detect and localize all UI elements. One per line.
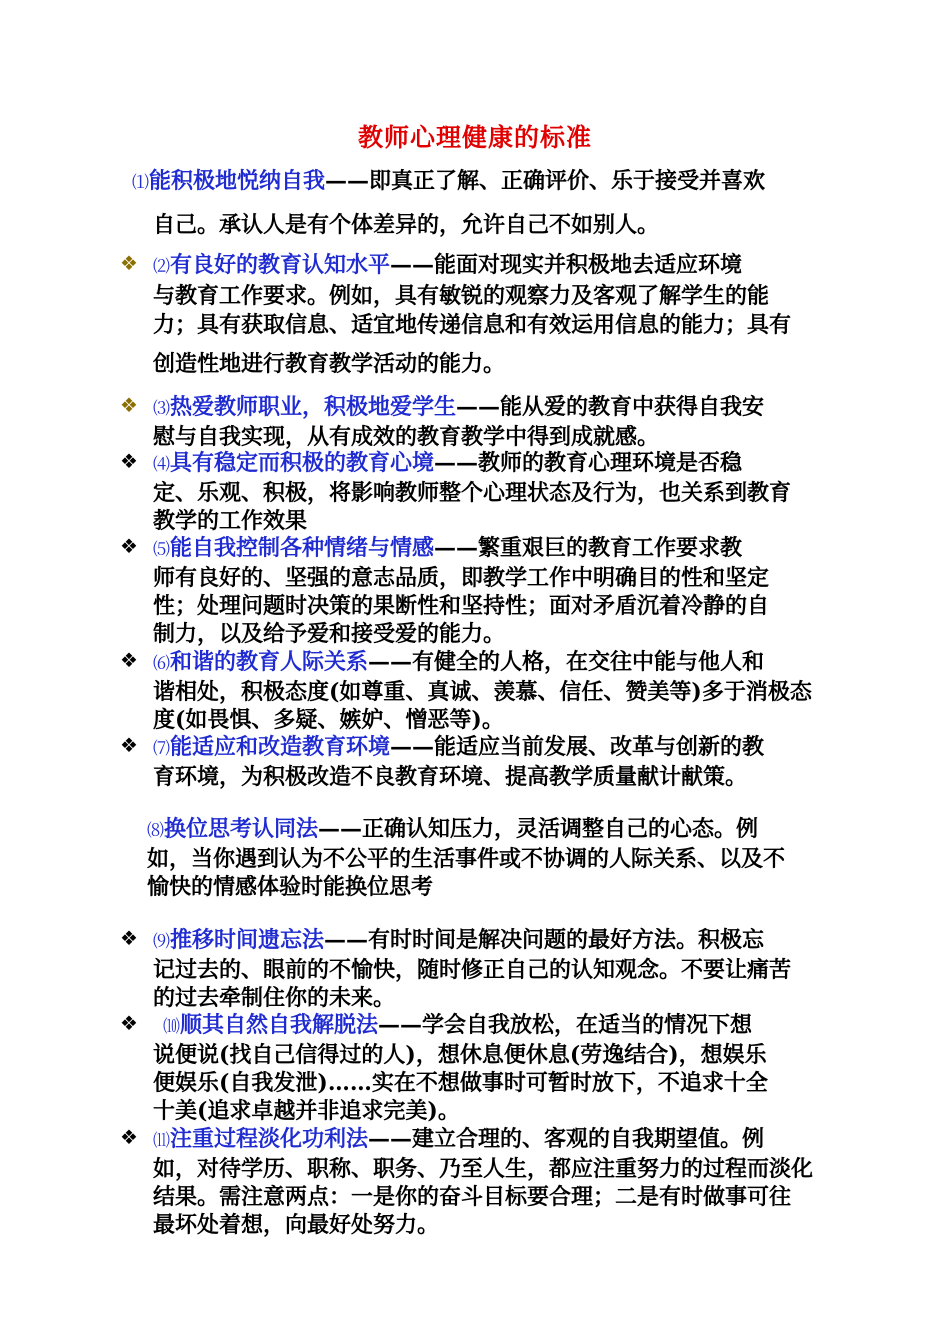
item-line: 便娱乐(自我发泄)……实在不想做事时可暂时放下，不追求十全 xyxy=(153,1070,768,1096)
item-line: 说便说(找自己信得过的人)，想休息便休息(劳逸结合)，想娱乐 xyxy=(153,1042,767,1068)
page-title: 教师心理健康的标准 xyxy=(357,123,592,152)
list-item-8 xyxy=(120,815,880,901)
item-line: 性；处理问题时决策的果断性和坚持性；面对矛盾沉着冷静的自 xyxy=(153,593,770,619)
list-item-2 xyxy=(120,251,880,379)
list-item-3 xyxy=(120,393,880,451)
item-heading: 热爱教师职业，积极地爱学生 xyxy=(170,394,457,420)
item-heading: 顺其自然自我解脱法 xyxy=(180,1012,379,1038)
list-item-7 xyxy=(120,733,880,791)
item-line: 谐相处，积极态度(如尊重、真诚、羡慕、信任、赞美等)多于消极态 xyxy=(153,679,812,705)
item-number: ⑽ xyxy=(163,1017,180,1037)
item-line: ——正确认知压力，灵活调整自己的心态。例 xyxy=(318,816,759,842)
item-line: ——能从爱的教育中获得自我安 xyxy=(456,394,765,420)
item-line: ——有健全的人格，在交往中能与他人和 xyxy=(368,649,765,675)
item-line: 定、乐观、积极，将影响教师整个心理状态及行为，也关系到教育 xyxy=(153,480,792,506)
diamond-bullet-icon: ❖ xyxy=(120,1125,138,1149)
item-heading: 具有稳定而积极的教育心境 xyxy=(170,450,435,476)
item-number: ⑸ xyxy=(153,540,170,560)
item-line: 愉快的情感体验时能换位思考 xyxy=(147,874,434,900)
diamond-bullet-icon: ❖ xyxy=(120,449,138,473)
item-line: ——能适应当前发展、改革与创新的教 xyxy=(390,734,765,760)
item-line: 十美(追求卓越并非追求完美)。 xyxy=(153,1098,460,1124)
item-line: 育环境，为积极改造不良教育环境、提高教学质量献计献策。 xyxy=(153,764,748,790)
list-item-6 xyxy=(120,648,880,734)
item-line: 结果。需注意两点：一是你的奋斗目标要合理；二是有时做事可往 xyxy=(153,1184,792,1210)
item-line: ——教师的教育心理环境是否稳 xyxy=(434,450,743,476)
item-heading: 能适应和改造教育环境 xyxy=(170,734,391,760)
item-line: ——能面对现实并积极地去适应环境 xyxy=(390,252,743,278)
item-line: 最坏处着想，向最好处努力。 xyxy=(153,1212,440,1238)
item-number: ⑻ xyxy=(147,821,164,841)
list-item-11 xyxy=(120,1125,880,1239)
item-line: ——有时时间是解决问题的最好方法。积极忘 xyxy=(324,927,765,953)
item-line: ——建立合理的、客观的自我期望值。例 xyxy=(368,1126,765,1152)
item-line: 度(如畏惧、多疑、嫉妒、憎恶等)。 xyxy=(153,707,504,733)
item-number: ⑹ xyxy=(153,654,170,674)
item-line: 如，当你遇到认为不公平的生活事件或不协调的人际关系、以及不 xyxy=(147,846,786,872)
item-number: ⑵ xyxy=(153,257,170,277)
item-line: 的过去牵制住你的未来。 xyxy=(153,985,396,1011)
item-number: ⑶ xyxy=(153,399,170,419)
item-heading: 推移时间遗忘法 xyxy=(170,927,325,953)
list-item-1 xyxy=(120,167,880,239)
item-heading: 和谐的教育人际关系 xyxy=(170,649,369,675)
item-heading: 能自我控制各种情绪与情感 xyxy=(170,535,435,561)
list-item-10 xyxy=(120,1011,880,1125)
item-line: ——即真正了解、正确评价、乐于接受并喜欢 xyxy=(325,168,766,194)
item-number: ⑴ xyxy=(132,173,149,193)
item-line: 慰与自我实现，从有成效的教育教学中得到成就感。 xyxy=(153,424,660,450)
item-heading: 注重过程淡化功利法 xyxy=(170,1126,369,1152)
diamond-bullet-icon: ❖ xyxy=(120,648,138,672)
diamond-bullet-icon: ❖ xyxy=(120,251,138,275)
item-line: 师有良好的、坚强的意志品质，即教学工作中明确目的性和坚定 xyxy=(153,565,770,591)
item-line: 如，对待学历、职称、职务、乃至人生，都应注重努力的过程而淡化 xyxy=(153,1156,814,1182)
item-line: 自己。承认人是有个体差异的，允许自己不如别人。 xyxy=(153,212,660,238)
item-number: ⑺ xyxy=(153,739,170,759)
item-line: ——繁重艰巨的教育工作要求教 xyxy=(434,535,743,561)
item-line: 与教育工作要求。例如，具有敏锐的观察力及客观了解学生的能 xyxy=(153,283,770,309)
diamond-bullet-icon: ❖ xyxy=(120,733,138,757)
diamond-bullet-icon: ❖ xyxy=(120,393,138,417)
item-heading: 能积极地悦纳自我 xyxy=(149,168,326,194)
list-item-5 xyxy=(120,534,880,648)
item-line: 创造性地进行教育教学活动的能力。 xyxy=(153,351,506,377)
item-number: ⑷ xyxy=(153,455,170,475)
diamond-bullet-icon: ❖ xyxy=(120,1011,138,1035)
item-heading: 换位思考认同法 xyxy=(164,816,319,842)
item-line: 力；具有获取信息、适宜地传递信息和有效运用信息的能力；具有 xyxy=(153,312,792,338)
item-number: ⑾ xyxy=(153,1131,170,1151)
item-line: 制力，以及给予爱和接受爱的能力。 xyxy=(153,621,506,647)
item-heading: 有良好的教育认知水平 xyxy=(170,252,391,278)
diamond-bullet-icon: ❖ xyxy=(120,534,138,558)
item-line: 记过去的、眼前的不愉快，随时修正自己的认知观念。不要让痛苦 xyxy=(153,957,792,983)
item-number: ⑼ xyxy=(153,932,170,952)
item-line: ——学会自我放松，在适当的情况下想 xyxy=(378,1012,753,1038)
list-item-4 xyxy=(120,449,880,535)
diamond-bullet-icon: ❖ xyxy=(120,926,138,950)
item-line: 教学的工作效果 xyxy=(153,508,308,534)
list-item-9 xyxy=(120,926,880,1012)
